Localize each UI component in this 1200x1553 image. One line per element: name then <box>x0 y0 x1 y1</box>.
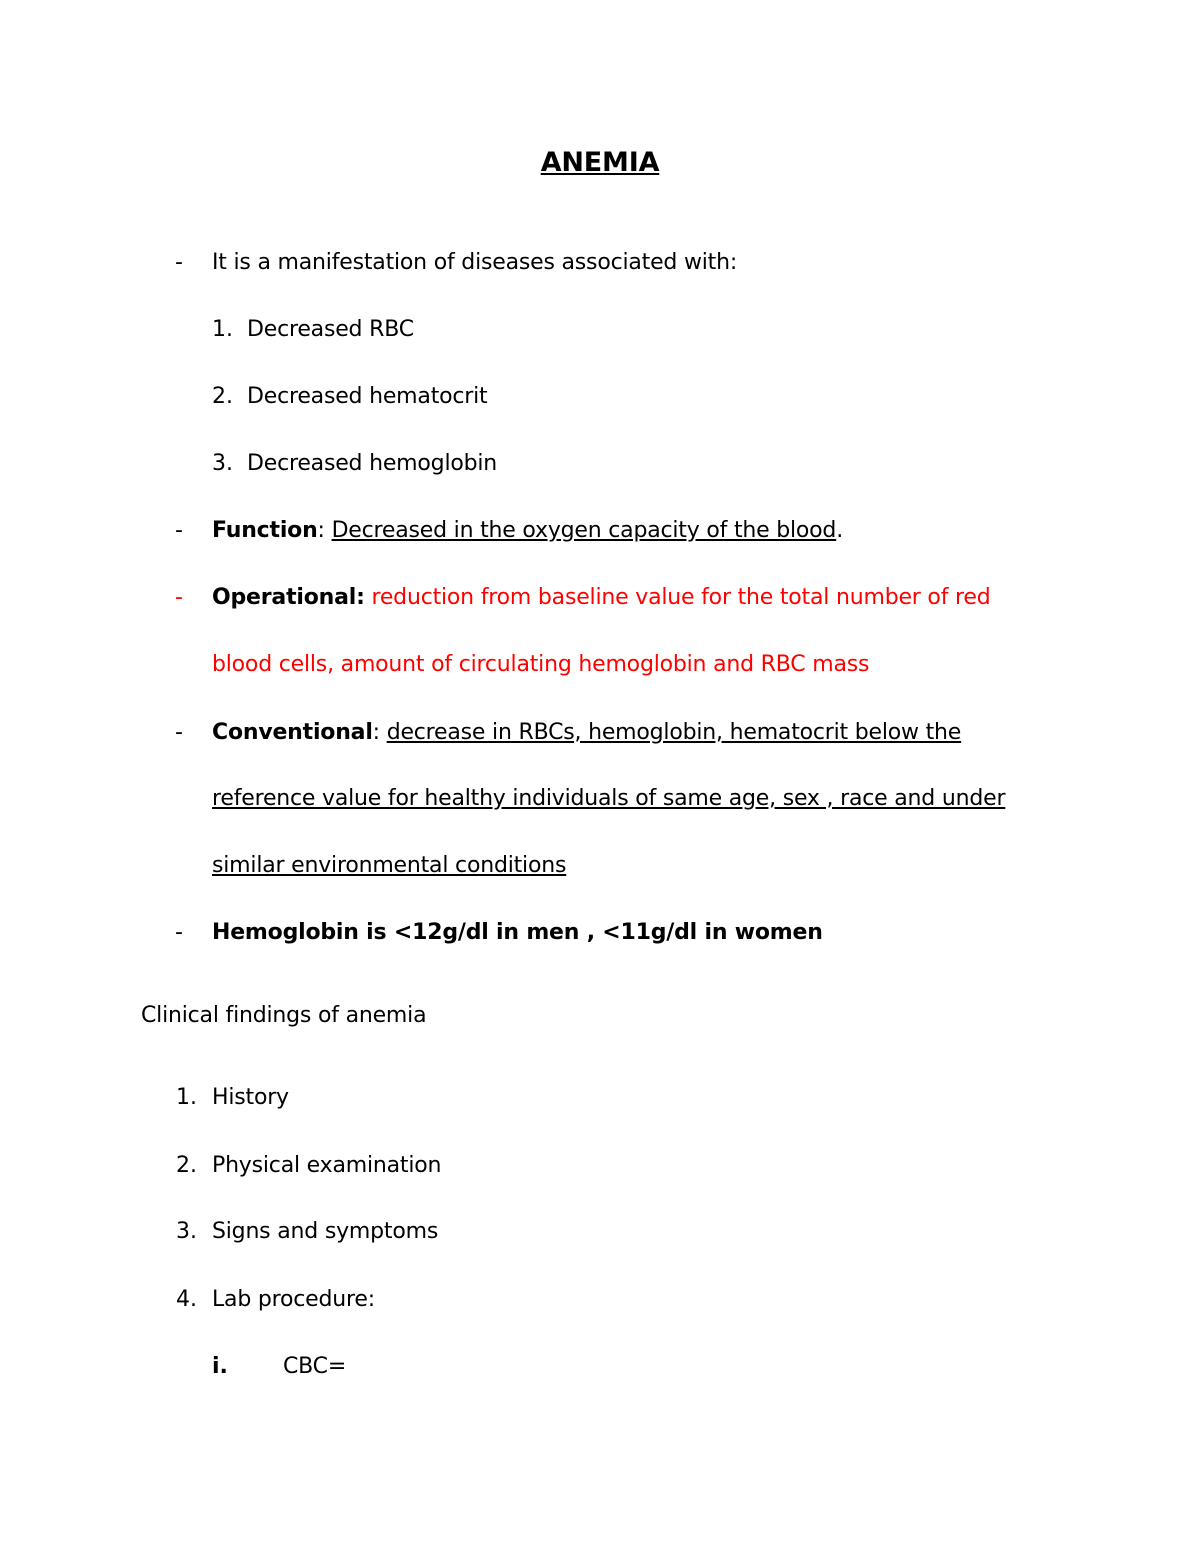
operational-text-1: reduction from baseline value for the total number of red <box>371 585 991 610</box>
list-number: 3. <box>176 1219 197 1244</box>
bullet-dash: - <box>175 518 183 543</box>
function-text: Decreased in the oxygen capacity of the blood <box>331 518 837 543</box>
list-item: Signs and symptoms <box>212 1219 439 1244</box>
bullet-dash-red: - <box>175 585 183 610</box>
function-label: Function <box>212 518 318 543</box>
list-item: Lab procedure: <box>212 1287 375 1312</box>
list-number: 1. <box>176 1085 197 1110</box>
sub-list-item: CBC= <box>283 1354 347 1379</box>
document-title: ANEMIA <box>540 147 660 178</box>
conventional-colon: : <box>372 720 387 745</box>
conventional-label: Conventional <box>212 720 373 745</box>
list-item: Decreased hematocrit <box>247 384 488 409</box>
list-number: 1. <box>212 317 233 342</box>
list-number: 2. <box>212 384 233 409</box>
list-item: Physical examination <box>212 1153 442 1178</box>
bullet-dash: - <box>175 720 183 745</box>
operational-label: Operational: <box>212 585 365 610</box>
list-number: 3. <box>212 451 233 476</box>
operational-line-1 <box>212 583 991 613</box>
conventional-line-1 <box>212 718 961 748</box>
list-number: 4. <box>176 1287 197 1312</box>
hemoglobin-text: Hemoglobin is <12g/dl in men , <11g/dl in women <box>212 920 823 945</box>
list-number: 2. <box>176 1153 197 1178</box>
sub-list-number: i. <box>212 1354 228 1379</box>
bullet-dash: - <box>175 250 183 275</box>
operational-text-2: blood cells, amount of circulating hemoglobin and RBC mass <box>212 652 870 677</box>
list-item: Decreased hemoglobin <box>247 451 498 476</box>
function-line <box>212 516 843 546</box>
conventional-text-2: reference value for healthy individuals of same age, sex , race and under <box>212 786 1006 811</box>
list-item: History <box>212 1085 289 1110</box>
function-colon: : <box>317 518 332 543</box>
bullet-dash: - <box>175 920 183 945</box>
list-item: Decreased RBC <box>247 317 414 342</box>
conventional-text-3: similar environmental conditions <box>212 853 567 878</box>
function-end: . <box>836 518 843 543</box>
conventional-text-1: decrease in RBCs, hemoglobin, hematocrit below the <box>386 720 962 745</box>
intro-text: It is a manifestation of diseases associated with: <box>212 250 738 275</box>
clinical-heading: Clinical findings of anemia <box>141 1003 427 1028</box>
